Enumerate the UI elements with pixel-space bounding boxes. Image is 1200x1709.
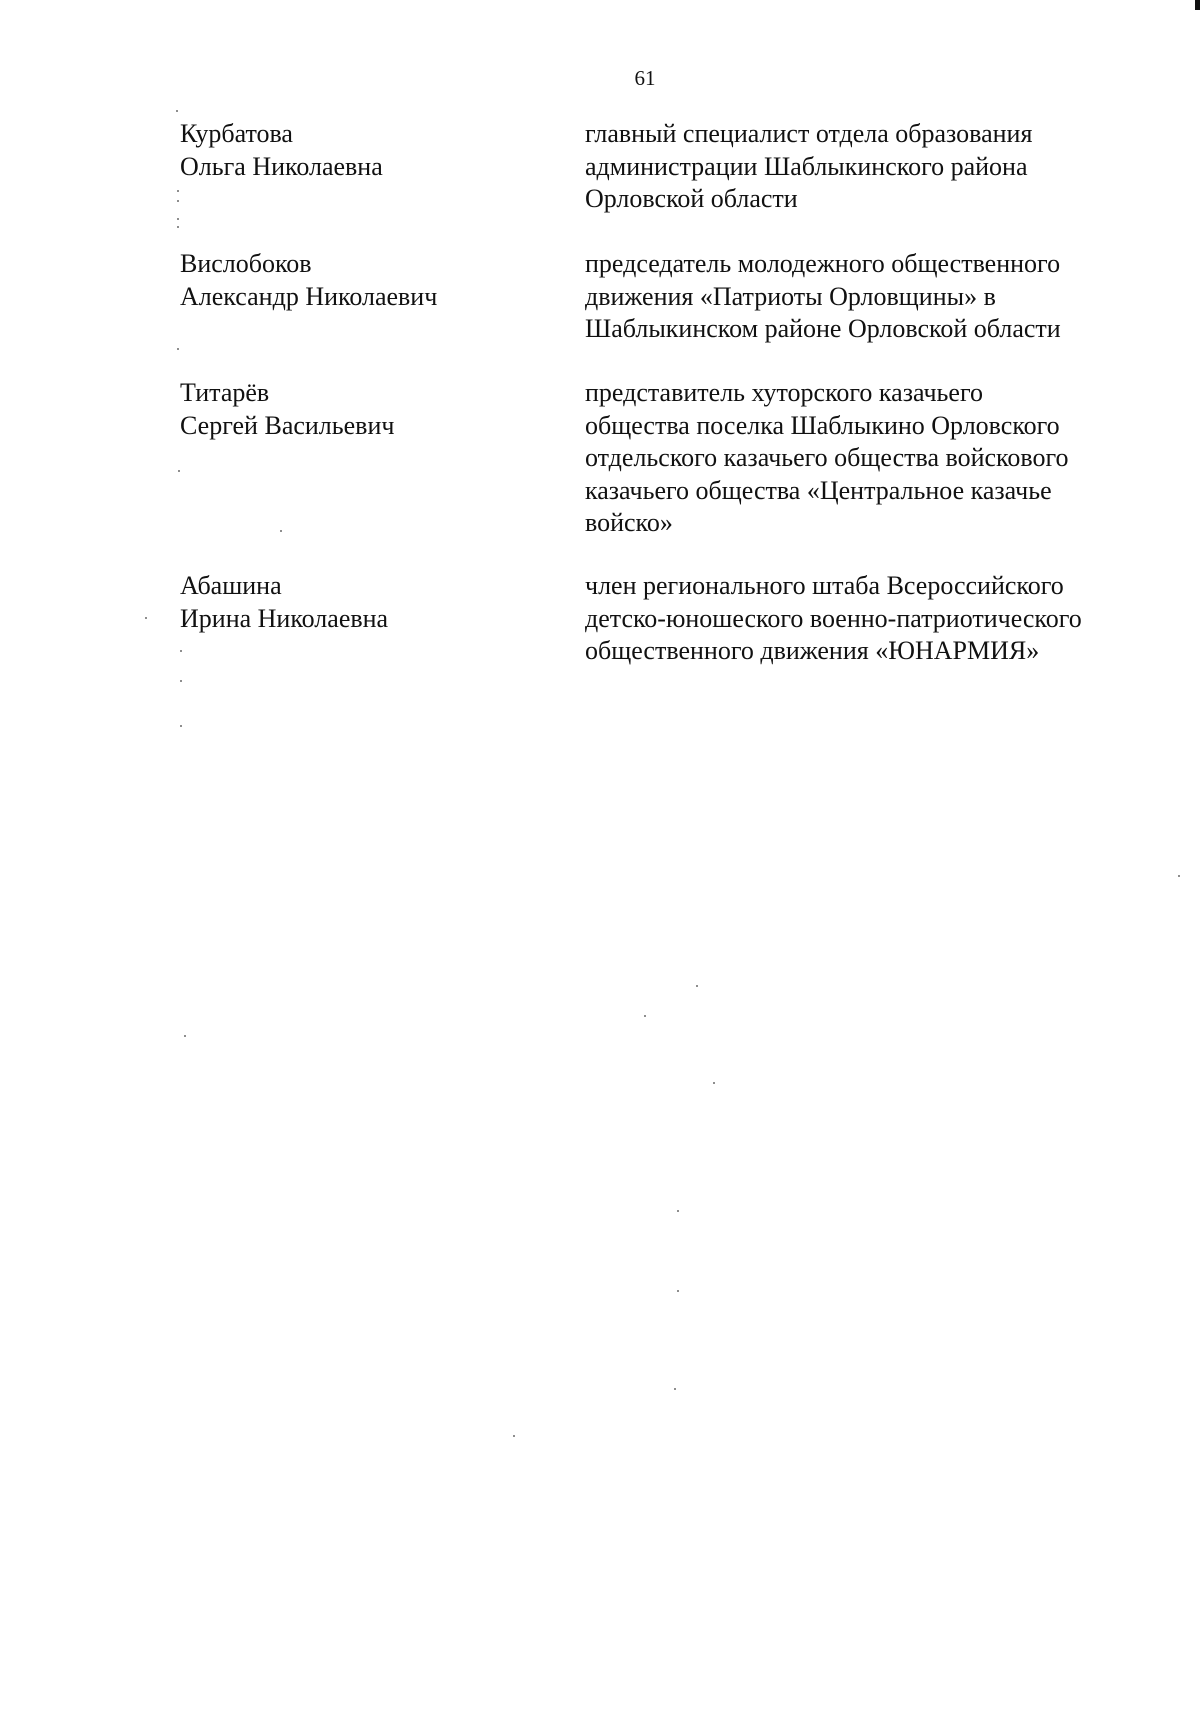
scan-speck [176, 110, 178, 112]
scan-speck [696, 985, 698, 987]
scan-speck [180, 725, 182, 727]
position-line: войско» [585, 508, 673, 537]
scan-speck [177, 218, 179, 220]
position-line: Шаблыкинском районе Орловской области [585, 314, 1061, 343]
member-name [180, 118, 560, 183]
scan-speck [184, 1035, 186, 1037]
position-line: главный специалист отдела образования [585, 119, 1033, 148]
scan-speck [180, 680, 182, 682]
scan-speck [177, 348, 179, 350]
scan-speck [177, 226, 179, 228]
member-position [585, 377, 1145, 540]
position-line: общества поселка Шаблыкино Орловского [585, 410, 1060, 440]
scan-speck [178, 470, 180, 472]
member-surname: Курбатова [180, 119, 293, 148]
position-line: администрации Шаблыкинского района [585, 151, 1028, 181]
scan-speck [677, 1290, 679, 1292]
member-given-names: Ирина Николаевна [180, 603, 389, 633]
member-position [585, 570, 1145, 668]
scan-speck [644, 1015, 646, 1017]
scan-speck [1178, 875, 1180, 877]
member-name [180, 570, 560, 635]
scan-speck [513, 1435, 515, 1437]
member-given-names: Александр Николаевич [180, 281, 438, 311]
scan-speck [677, 1210, 679, 1212]
position-line: Орловской области [585, 184, 798, 213]
position-line: общественного движения «ЮНАРМИЯ» [585, 636, 1040, 665]
member-given-names: Ольга Николаевна [180, 151, 383, 181]
position-line: казачьего общества «Центральное казачье [585, 475, 1052, 505]
position-line: председатель молодежного общественного [585, 249, 1061, 278]
page-number: 61 [634, 66, 656, 90]
position-line: движения «Патриоты Орловщины» в [585, 281, 996, 311]
scan-speck [280, 530, 282, 532]
position-line: член регионального штаба Всероссийского [585, 571, 1064, 600]
position-line: представитель хуторского казачьего [585, 378, 983, 407]
scan-edge-mark [1195, 0, 1200, 10]
member-position [585, 248, 1145, 346]
position-line: детско-юношеского военно-патриотического [585, 603, 1082, 633]
member-position [585, 118, 1145, 216]
position-line: отдельского казачьего общества войскового [585, 443, 1069, 472]
scan-speck [145, 617, 147, 619]
member-surname: Вислобоков [180, 249, 312, 278]
scan-speck [674, 1388, 676, 1390]
member-surname: Титарёв [180, 378, 270, 407]
member-name [180, 248, 560, 313]
member-given-names: Сергей Васильевич [180, 410, 395, 440]
scan-speck [177, 200, 179, 202]
member-name [180, 377, 560, 442]
scan-speck [713, 1082, 715, 1084]
member-surname: Абашина [180, 571, 282, 600]
scan-speck [177, 190, 179, 192]
scan-speck [180, 650, 182, 652]
